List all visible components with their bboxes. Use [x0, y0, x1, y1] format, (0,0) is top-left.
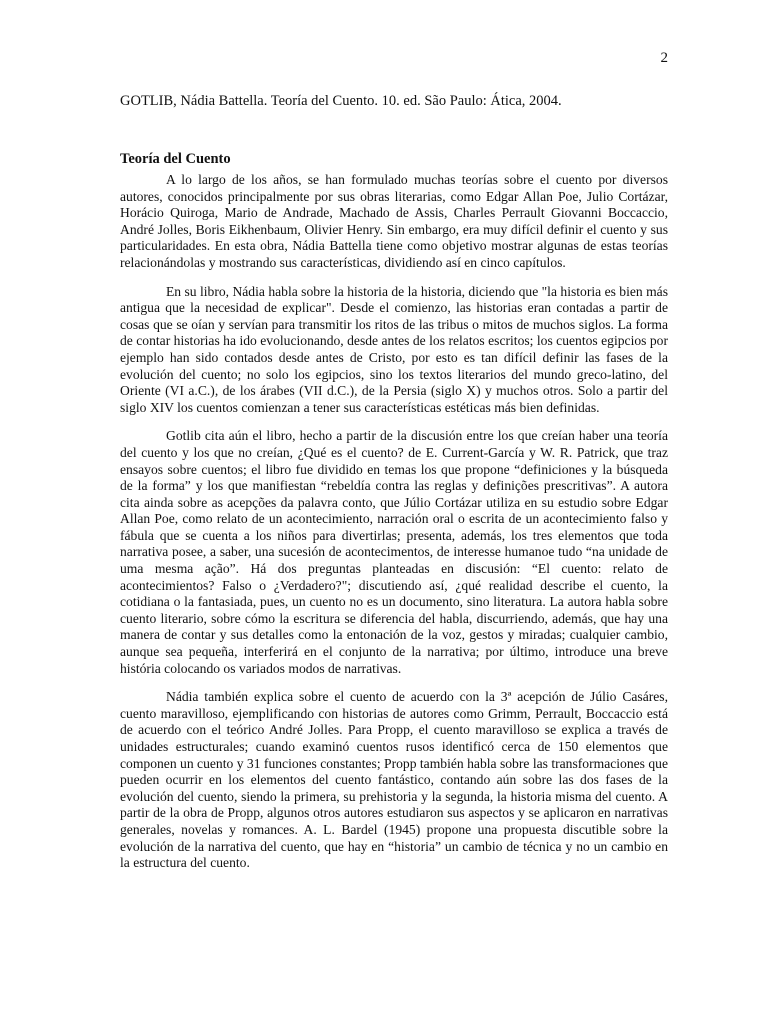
paragraph-history: En su libro, Nádia habla sobre la historia de la historia, diciendo que "la historia es bien más antigua que la necesidad de explicar". Desde el comienzo, las historias eran contadas a partir de cosas que se oían y servían para transmitir los ritos de las tribus o mitos de muchos siglos. La forma de contar historias ha ido evolucionando, desde antes de los relatos escritos; los cuentos egipcios por ejemplo han sido contados desde antes de Cristo, por esto es tan difícil definir las fases de la evolución del cuento; no solo los egipcios, sino los textos literarios del mundo greco-latino, del Oriente (VI a.C.), de los árabes (VII d.C.), de la Persia (siglo X) y muchos otros. Solo a partir del siglo XIV los cuentos comienzan a tener sus características estéticas más bien definidas. [120, 283, 668, 415]
paragraph-theory: Gotlib cita aún el libro, hecho a partir de la discusión entre los que creían haber una teoría del cuento y los que no creían, ¿Qué es el cuento? de E. Current-García y W. R. Patrick, que traz ensayos sobre cuentos; el libro fue dividido en temas los que propone “definiciones y la búsqueda de la forma” y los que manifiestan “rebeldía contra las reglas y definições prescritivas”. A autora cita ainda sobre as acepções da palavra conto, que Júlio Cortázar utiliza en su estudio sobre Edgar Allan Poe, como relato de un acontecimiento, narración oral o escrita de un acontecimiento falso y fábula que se cuenta a los niños para divertirlas; presenta, además, los tres elementos que toda narrativa posee, a saber, una sucesión de acontecimentos, de interesse humanoe tudo “na unidade de uma mesma ação”. Há dos preguntas planteadas en discusión: “El cuento: relato de acontecimientos? Falso o ¿Verdadero?"; discutiendo así, ¿qué realidad describe el cuento, la cotidiana o la fantasiada, pues, un cuento no es un documento, sino literatura. La autora habla sobre cuento literario, sobre cómo la escritura se diferencia del habla, discurriendo, además, que hay una manera de contar y sus detalles como la entonación de la voz, gestos y miradas; cualquier cambio, aunque sea pequeña, interferirá en el conjunto de la narrativa; por último, introduce una breve história colocando os variados modos de narrativas. [120, 428, 668, 676]
bibliographic-citation: GOTLIB, Nádia Battella. Teoría del Cuento. 10. ed. São Paulo: Ática, 2004. [120, 93, 562, 109]
review-body [120, 151, 668, 884]
paragraph-intro: A lo largo de los años, se han formulado muchas teorías sobre el cuento por diversos autores, conocidos principalmente por sus obras literarias, como Edgar Allan Poe, Julio Cortázar, Horácio Quiroga, Mario de Andrade, Machado de Assis, Charles Perrault Giovanni Boccaccio, André Jolles, Boris Eikhenbaum, Olivier Henry. Sin embargo, era muy difícil definir el cuento y sus particularidades. En esta obra, Nádia Battella tiene como objetivo mostrar algunas de estas teorías relacionándolas y mostrando sus características, dividiendo así en cinco capítulos. [120, 172, 668, 270]
page-number: 2 [660, 50, 668, 66]
section-title: Teoría del Cuento [120, 151, 231, 167]
paragraph-marvelous-tale: Nádia también explica sobre el cuento de acuerdo con la 3ª acepción de Júlio Casáres, cuento maravilloso, ejemplificando con historias de autores como Grimm, Perrault, Boccaccio está de acuerdo con el teórico André Jolles. Para Propp, el cuento maravilloso se explica a través de unidades estructurales; cuando examinó cuentos rusos identificó cerca de 150 elementos que componen un cuento y 31 funciones constantes; Propp también habla sobre las transformaciones que pueden ocurrir en los elementos del cuento fantástico, contando aún sobre las dos fases de la evolución del cuento, siendo la primera, su prehistoria y la segunda, la historia misma del cuento. A partir de la obra de Propp, algunos otros autores estudiaron sus aspectos y se aplicaron en narrativas generales, novelas y romances. A. L. Bardel (1945) propone una propuesta discutible sobre la evolución de la narrativa del cuento, que hay en “historia” un cambio de técnica y no un cambio en la estructura del cuento. [120, 689, 668, 871]
